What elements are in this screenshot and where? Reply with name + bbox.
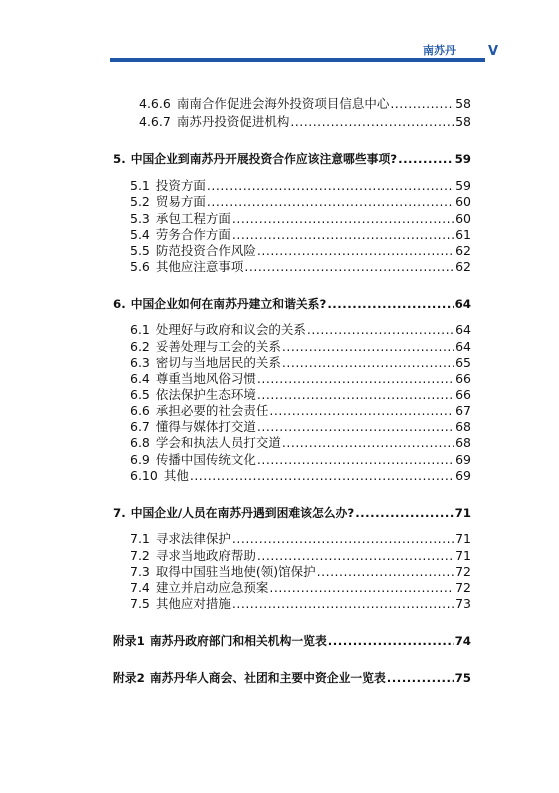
toc-entry-number: 5.5 — [130, 243, 150, 258]
toc-entry-page: 71 — [455, 531, 471, 546]
toc-entry-title: 懂得与媒体打交道 — [155, 419, 256, 434]
dot-leader — [390, 96, 454, 112]
toc-entry[interactable] — [130, 580, 471, 596]
toc-entry[interactable] — [130, 339, 471, 355]
toc-entry[interactable] — [130, 403, 471, 419]
toc-entry-title: 妥善处理与工会的关系 — [155, 339, 281, 354]
toc-entry-title: 南苏丹华人商会、社团和主要中资企业一览表 — [149, 671, 386, 685]
dot-leader — [232, 211, 454, 227]
toc-entry-number: 6.4 — [130, 371, 150, 386]
dot-leader — [282, 435, 454, 451]
toc-entry-page: 69 — [455, 468, 471, 483]
toc-entry[interactable] — [113, 151, 471, 167]
dot-leader — [232, 227, 454, 243]
toc-entry-title: 承包工程方面 — [155, 211, 231, 226]
dot-leader — [257, 387, 454, 403]
toc-entry[interactable] — [130, 419, 471, 435]
toc-entry-page: 68 — [455, 419, 471, 434]
dot-leader — [232, 531, 454, 547]
toc-entry-title: 其他 — [163, 468, 189, 483]
toc-entry-page: 75 — [454, 671, 471, 685]
dot-leader — [257, 243, 454, 259]
toc-entry-title: 依法保护生态环境 — [155, 387, 256, 402]
toc-entry-number: 5.1 — [130, 178, 150, 193]
toc-entry-number: 7.1 — [130, 531, 150, 546]
toc-entry-number: 5.2 — [130, 194, 150, 209]
toc-entry[interactable] — [130, 259, 471, 275]
toc-entry-title: 寻求当地政府帮助 — [155, 548, 256, 563]
running-header-title: 南苏丹 — [423, 44, 456, 57]
toc-entry[interactable] — [130, 387, 471, 403]
toc-entry-page: 67 — [455, 403, 471, 418]
toc-entry[interactable] — [130, 564, 471, 580]
toc-entry[interactable] — [139, 114, 471, 130]
dot-leader — [257, 548, 454, 564]
toc-entry-number: 6.1 — [130, 322, 150, 337]
dot-leader — [317, 564, 454, 580]
toc-entry[interactable] — [130, 355, 471, 371]
toc-entry-title: 其他应对措施 — [155, 596, 231, 611]
toc-entry[interactable] — [130, 178, 471, 194]
toc-entry[interactable] — [130, 435, 471, 451]
toc-entry-number: 7.3 — [130, 564, 150, 579]
toc-entry-title: 取得中国驻当地使(领)馆保护 — [155, 564, 316, 579]
toc-entry-number: 6.8 — [130, 435, 150, 450]
toc-entry-page: 71 — [454, 506, 471, 520]
toc-entry-number: 6.7 — [130, 419, 150, 434]
dot-leader — [269, 580, 454, 596]
toc-entry-page: 64 — [455, 339, 471, 354]
toc-entry-number: 6.5 — [130, 387, 150, 402]
dot-leader — [257, 452, 454, 468]
toc-entry[interactable] — [139, 96, 471, 112]
toc-entry-title: 劳务合作方面 — [155, 227, 231, 242]
toc-entry[interactable] — [130, 596, 471, 612]
toc-entry-page: 61 — [455, 227, 471, 242]
toc-entry-number: 4.6.6 — [139, 96, 171, 111]
toc-entry-title: 寻求法律保护 — [155, 531, 231, 546]
toc-entry-number: 4.6.7 — [139, 114, 171, 129]
toc-entry[interactable] — [130, 227, 471, 243]
toc-entry[interactable] — [113, 296, 471, 312]
toc-entry-page: 73 — [455, 596, 471, 611]
dot-leader — [257, 371, 454, 387]
dot-leader — [207, 178, 454, 194]
toc-entry[interactable] — [130, 194, 471, 210]
dot-leader — [327, 296, 453, 312]
dot-leader — [190, 468, 454, 484]
toc-entry-number: 7.5 — [130, 596, 150, 611]
toc-entry-title: 南苏丹政府部门和相关机构一览表 — [149, 634, 327, 648]
toc-entry-title: 贸易方面 — [155, 194, 206, 209]
toc-entry-page: 74 — [454, 634, 471, 648]
toc-entry-page: 62 — [455, 259, 471, 274]
toc-entry-title: 尊重当地风俗习惯 — [155, 371, 256, 386]
toc-entry[interactable] — [130, 548, 471, 564]
toc-entry-page: 66 — [455, 387, 471, 402]
toc-entry-number: 附录2 — [113, 671, 145, 685]
toc-entry-number: 6.3 — [130, 355, 150, 370]
toc-entry-title: 中国企业/人员在南苏丹遇到困难该怎么办? — [130, 506, 355, 520]
toc-entry-page: 58 — [455, 114, 471, 129]
toc-entry-number: 5.3 — [130, 211, 150, 226]
toc-entry-number: 5. — [113, 152, 126, 166]
toc-entry[interactable] — [113, 670, 471, 686]
toc-entry-title: 建立并启动应急预案 — [155, 580, 269, 595]
toc-entry[interactable] — [130, 322, 471, 338]
toc-entry[interactable] — [113, 633, 471, 649]
toc-entry-page: 66 — [455, 371, 471, 386]
dot-leader — [269, 403, 454, 419]
toc-entry-number: 6.9 — [130, 452, 150, 467]
dot-leader — [282, 355, 454, 371]
toc-entry-title: 防范投资合作风险 — [155, 243, 256, 258]
toc-entry-number: 6. — [113, 297, 126, 311]
toc-entry[interactable] — [113, 505, 471, 521]
toc-entry-number: 7.4 — [130, 580, 150, 595]
toc-entry-title: 投资方面 — [155, 178, 206, 193]
toc-entry[interactable] — [130, 531, 471, 547]
toc-entry[interactable] — [130, 211, 471, 227]
toc-entry-number: 7. — [113, 506, 126, 520]
toc-entry-page: 59 — [455, 178, 471, 193]
toc-entry-page: 58 — [455, 96, 471, 111]
dot-leader — [355, 505, 453, 521]
running-header-page-number: V — [488, 44, 499, 59]
toc-entry[interactable] — [130, 468, 471, 484]
dot-leader — [387, 670, 454, 686]
dot-leader — [244, 259, 454, 275]
toc-entry[interactable] — [130, 243, 471, 259]
dot-leader — [398, 151, 453, 167]
dot-leader — [232, 596, 454, 612]
toc-entry[interactable] — [130, 452, 471, 468]
toc-entry-page: 69 — [455, 452, 471, 467]
toc-entry-number: 6.10 — [130, 468, 158, 483]
dot-leader — [207, 194, 454, 210]
toc-entry-title: 其他应注意事项 — [155, 259, 244, 274]
toc-entry-number: 6.2 — [130, 339, 150, 354]
dot-leader — [290, 114, 454, 130]
header-rule — [110, 58, 485, 62]
toc-entry-title: 南苏丹投资促进机构 — [176, 114, 290, 129]
toc-entry-page: 60 — [455, 211, 471, 226]
toc-entry-title: 学会和执法人员打交道 — [155, 435, 281, 450]
toc-entry-page: 62 — [455, 243, 471, 258]
dot-leader — [328, 633, 454, 649]
dot-leader — [282, 339, 454, 355]
toc-entry-page: 72 — [455, 564, 471, 579]
toc-entry-title: 密切与当地居民的关系 — [155, 355, 281, 370]
toc-entry-page: 64 — [455, 322, 471, 337]
toc-entry-number: 6.6 — [130, 403, 150, 418]
toc-entry-number: 5.4 — [130, 227, 150, 242]
toc-entry-page: 72 — [455, 580, 471, 595]
toc-entry-page: 71 — [455, 548, 471, 563]
toc-entry[interactable] — [130, 371, 471, 387]
toc-entry-title: 处理好与政府和议会的关系 — [155, 322, 306, 337]
toc-entry-title: 传播中国传统文化 — [155, 452, 256, 467]
toc-entry-number: 7.2 — [130, 548, 150, 563]
toc-entry-page: 59 — [454, 152, 471, 166]
toc-entry-number: 5.6 — [130, 259, 150, 274]
toc-entry-title: 中国企业到南苏丹开展投资合作应该注意哪些事项? — [130, 152, 398, 166]
toc-entry-title: 南南合作促进会海外投资项目信息中心 — [176, 96, 390, 111]
toc-entry-page: 64 — [454, 297, 471, 311]
dot-leader — [257, 419, 454, 435]
toc-entry-page: 68 — [455, 435, 471, 450]
toc-entry-page: 65 — [455, 355, 471, 370]
toc-entry-page: 60 — [455, 194, 471, 209]
dot-leader — [307, 322, 454, 338]
toc-entry-title: 承担必要的社会责任 — [155, 403, 269, 418]
toc-entry-title: 中国企业如何在南苏丹建立和谐关系? — [130, 297, 327, 311]
toc-entry-number: 附录1 — [113, 634, 145, 648]
